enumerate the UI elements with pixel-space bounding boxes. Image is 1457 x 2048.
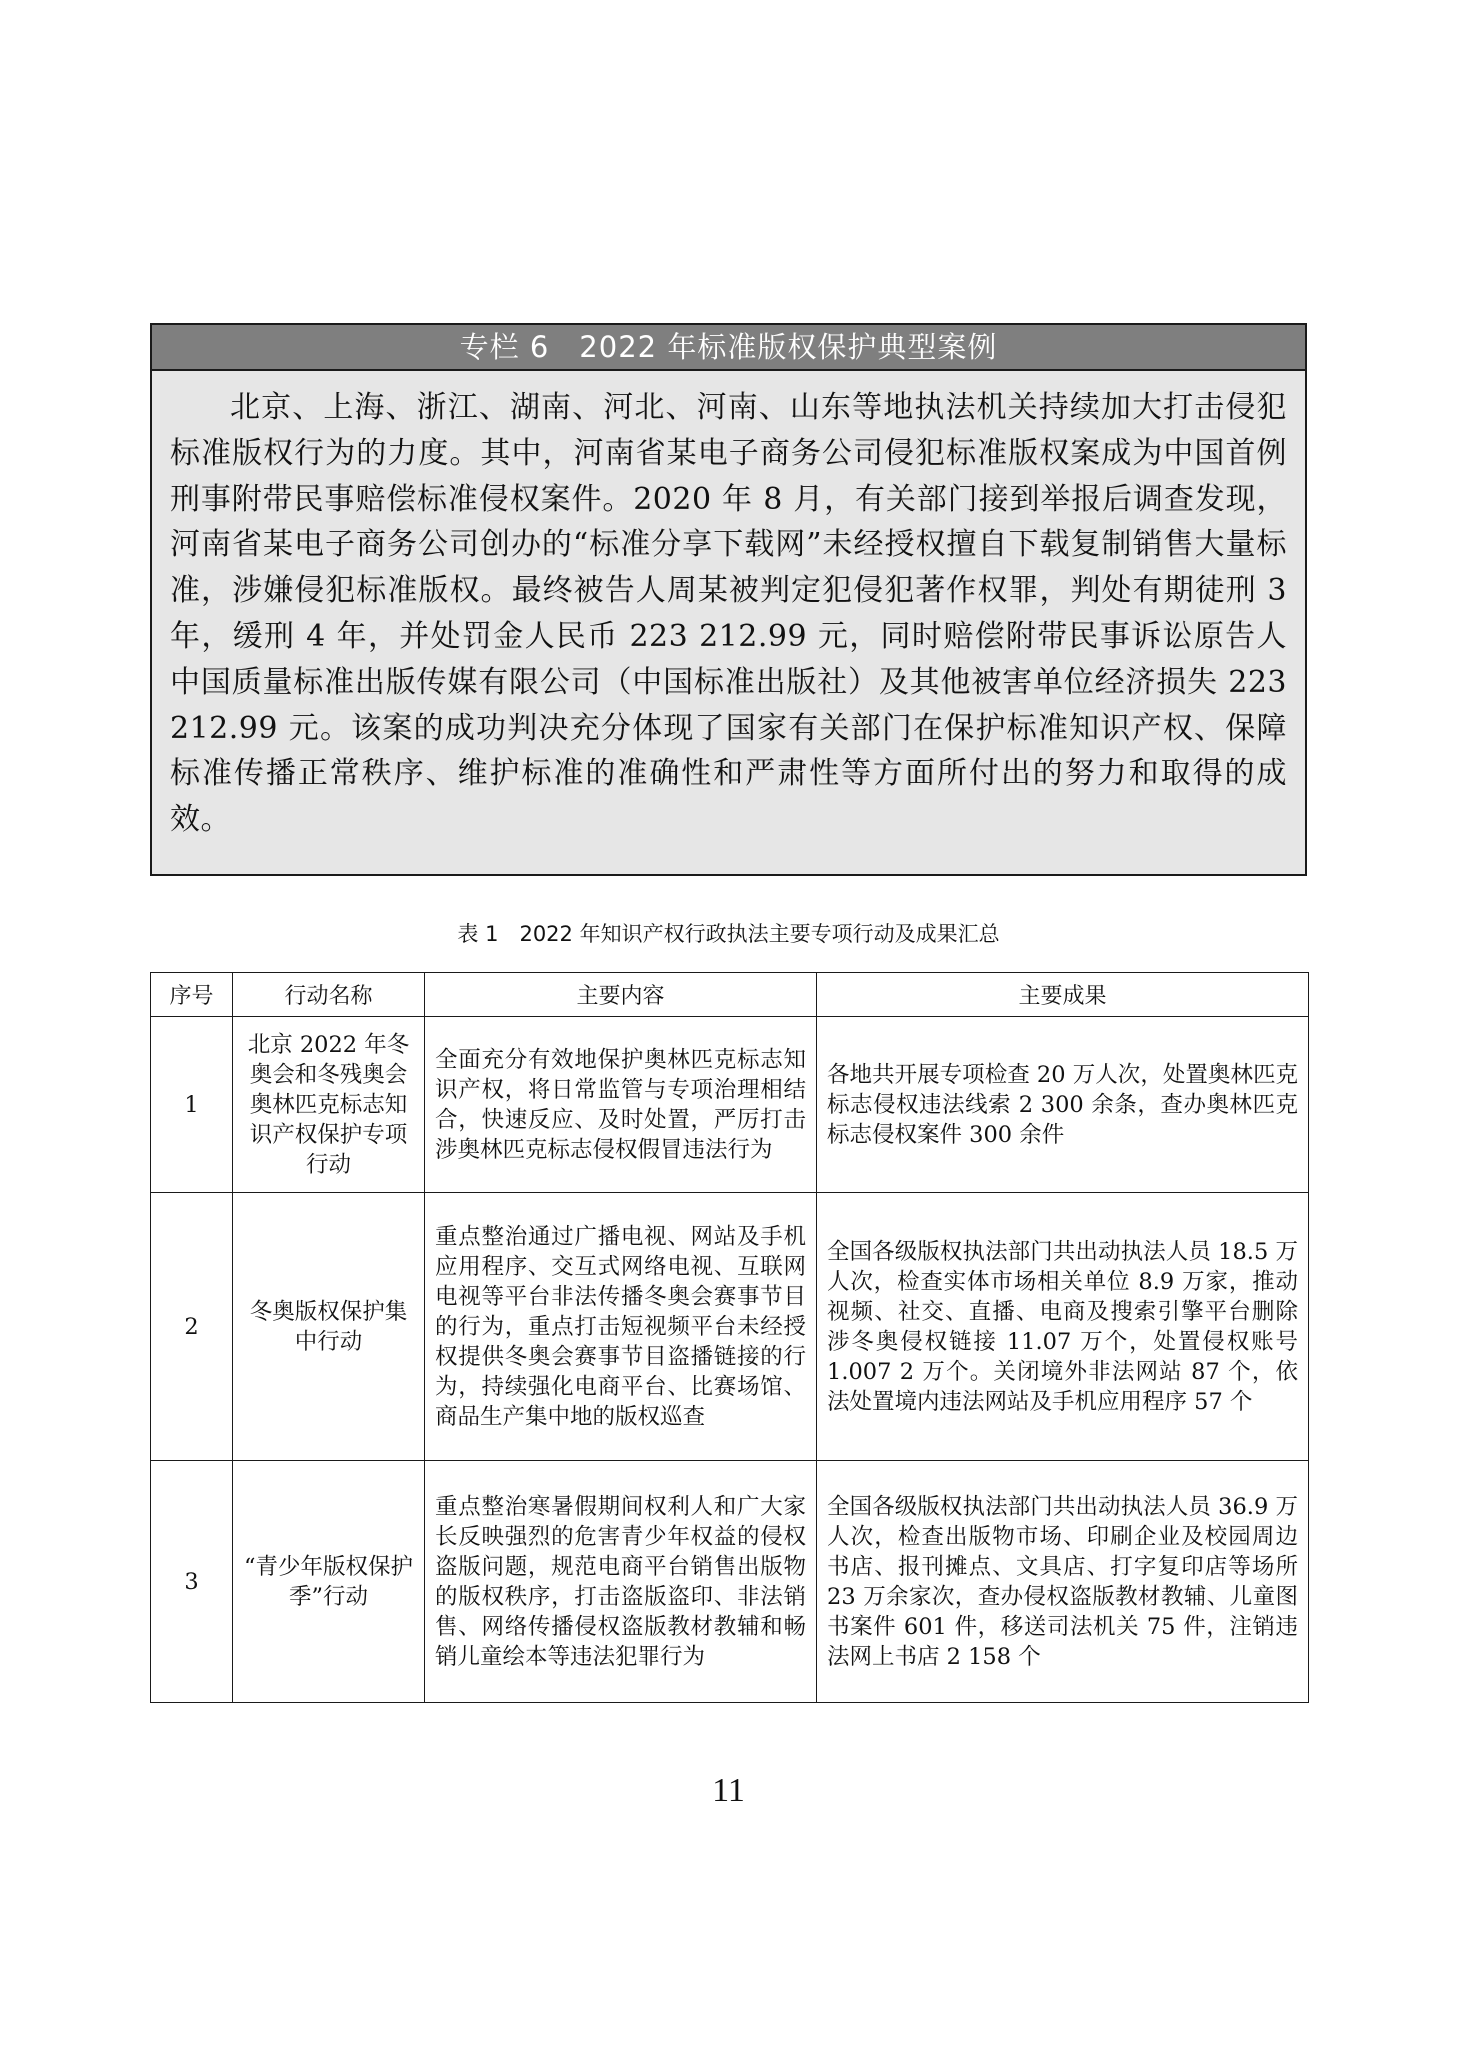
- action-name: 冬奥版权保护集中行动: [233, 1193, 425, 1461]
- table-header-row: [151, 973, 1309, 1017]
- action-name: “青少年版权保护季”行动: [233, 1461, 425, 1703]
- table-row: [151, 1461, 1309, 1703]
- action-name: 北京 2022 年冬奥会和冬残奥会奥林匹克标志知识产权保护专项行动: [233, 1017, 425, 1193]
- action-content: 全面充分有效地保护奥林匹克标志知识产权，将日常监管与专项治理相结合，快速反应、及时处置，严厉打击涉奥林匹克标志侵权假冒违法行为: [425, 1017, 817, 1193]
- table-row: [151, 1193, 1309, 1461]
- header-no: 序号: [151, 973, 233, 1017]
- header-name: 行动名称: [233, 973, 425, 1017]
- action-content: 重点整治寒暑假期间权利人和广大家长反映强烈的危害青少年权益的侵权盗版问题，规范电商平台销售出版物的版权秩序，打击盗版盗印、非法销售、网络传播侵权盗版教材教辅和畅销儿童绘本等违法犯罪行为: [425, 1461, 817, 1703]
- action-result: 各地共开展专项检查 20 万人次，处置奥林匹克标志侵权违法线索 2 300 余条，查办奥林匹克标志侵权案件 300 余件: [817, 1017, 1309, 1193]
- row-number: 2: [151, 1193, 233, 1461]
- action-result: 全国各级版权执法部门共出动执法人员 36.9 万人次，检查出版物市场、印刷企业及校园周边书店、报刊摊点、文具店、打字复印店等场所 23 万余家次，查办侵权盗版教材教辅、儿童图书案件 601 件，移送司法机关 75 件，注销违法网上书店 2 158 个: [817, 1461, 1309, 1703]
- enforcement-actions-table: [150, 972, 1309, 1703]
- case-study-body: 北京、上海、浙江、湖南、河北、河南、山东等地执法机关持续加大打击侵犯标准版权行为的力度。其中，河南省某电子商务公司侵犯标准版权案成为中国首例刑事附带民事赔偿标准侵权案件。2020 年 8 月，有关部门接到举报后调查发现，河南省某电子商务公司创办的“标准分享下载网”未经授权擅自下载复制销售大量标准，涉嫌侵犯标准版权。最终被告人周某被判定犯侵犯著作权罪，判处有期徒刑 3 年，缓刑 4 年，并处罚金人民币 223 212.99 元，同时赔偿附带民事诉讼原告人中国质量标准出版传媒有限公司（中国标准出版社）及其他被害单位经济损失 223 212.99 元。该案的成功判决充分体现了国家有关部门在保护标准知识产权、保障标准传播正常秩序、维护标准的准确性和严肃性等方面所付出的努力和取得的成效。: [170, 390, 1287, 838]
- page-number: 11: [712, 1772, 745, 1809]
- table-caption: 表 1 2022 年知识产权行政执法主要专项行动及成果汇总: [457, 922, 1000, 946]
- case-study-box: [150, 323, 1307, 876]
- header-content: 主要内容: [425, 973, 817, 1017]
- table-row: [151, 1017, 1309, 1193]
- row-number: 3: [151, 1461, 233, 1703]
- case-study-title: 专栏 6 2022 年标准版权保护典型案例: [152, 325, 1305, 371]
- row-number: 1: [151, 1017, 233, 1193]
- action-content: 重点整治通过广播电视、网站及手机应用程序、交互式网络电视、互联网电视等平台非法传播冬奥会赛事节目的行为，重点打击短视频平台未经授权提供冬奥会赛事节目盗播链接的行为，持续强化电商平台、比赛场馆、商品生产集中地的版权巡查: [425, 1193, 817, 1461]
- header-result: 主要成果: [817, 973, 1309, 1017]
- action-result: 全国各级版权执法部门共出动执法人员 18.5 万人次，检查实体市场相关单位 8.9 万家，推动视频、社交、直播、电商及搜索引擎平台删除涉冬奥侵权链接 11.07 万个，处置侵权账号 1.007 2 万个。关闭境外非法网站 87 个，依法处置境内违法网站及手机应用程序 57 个: [817, 1193, 1309, 1461]
